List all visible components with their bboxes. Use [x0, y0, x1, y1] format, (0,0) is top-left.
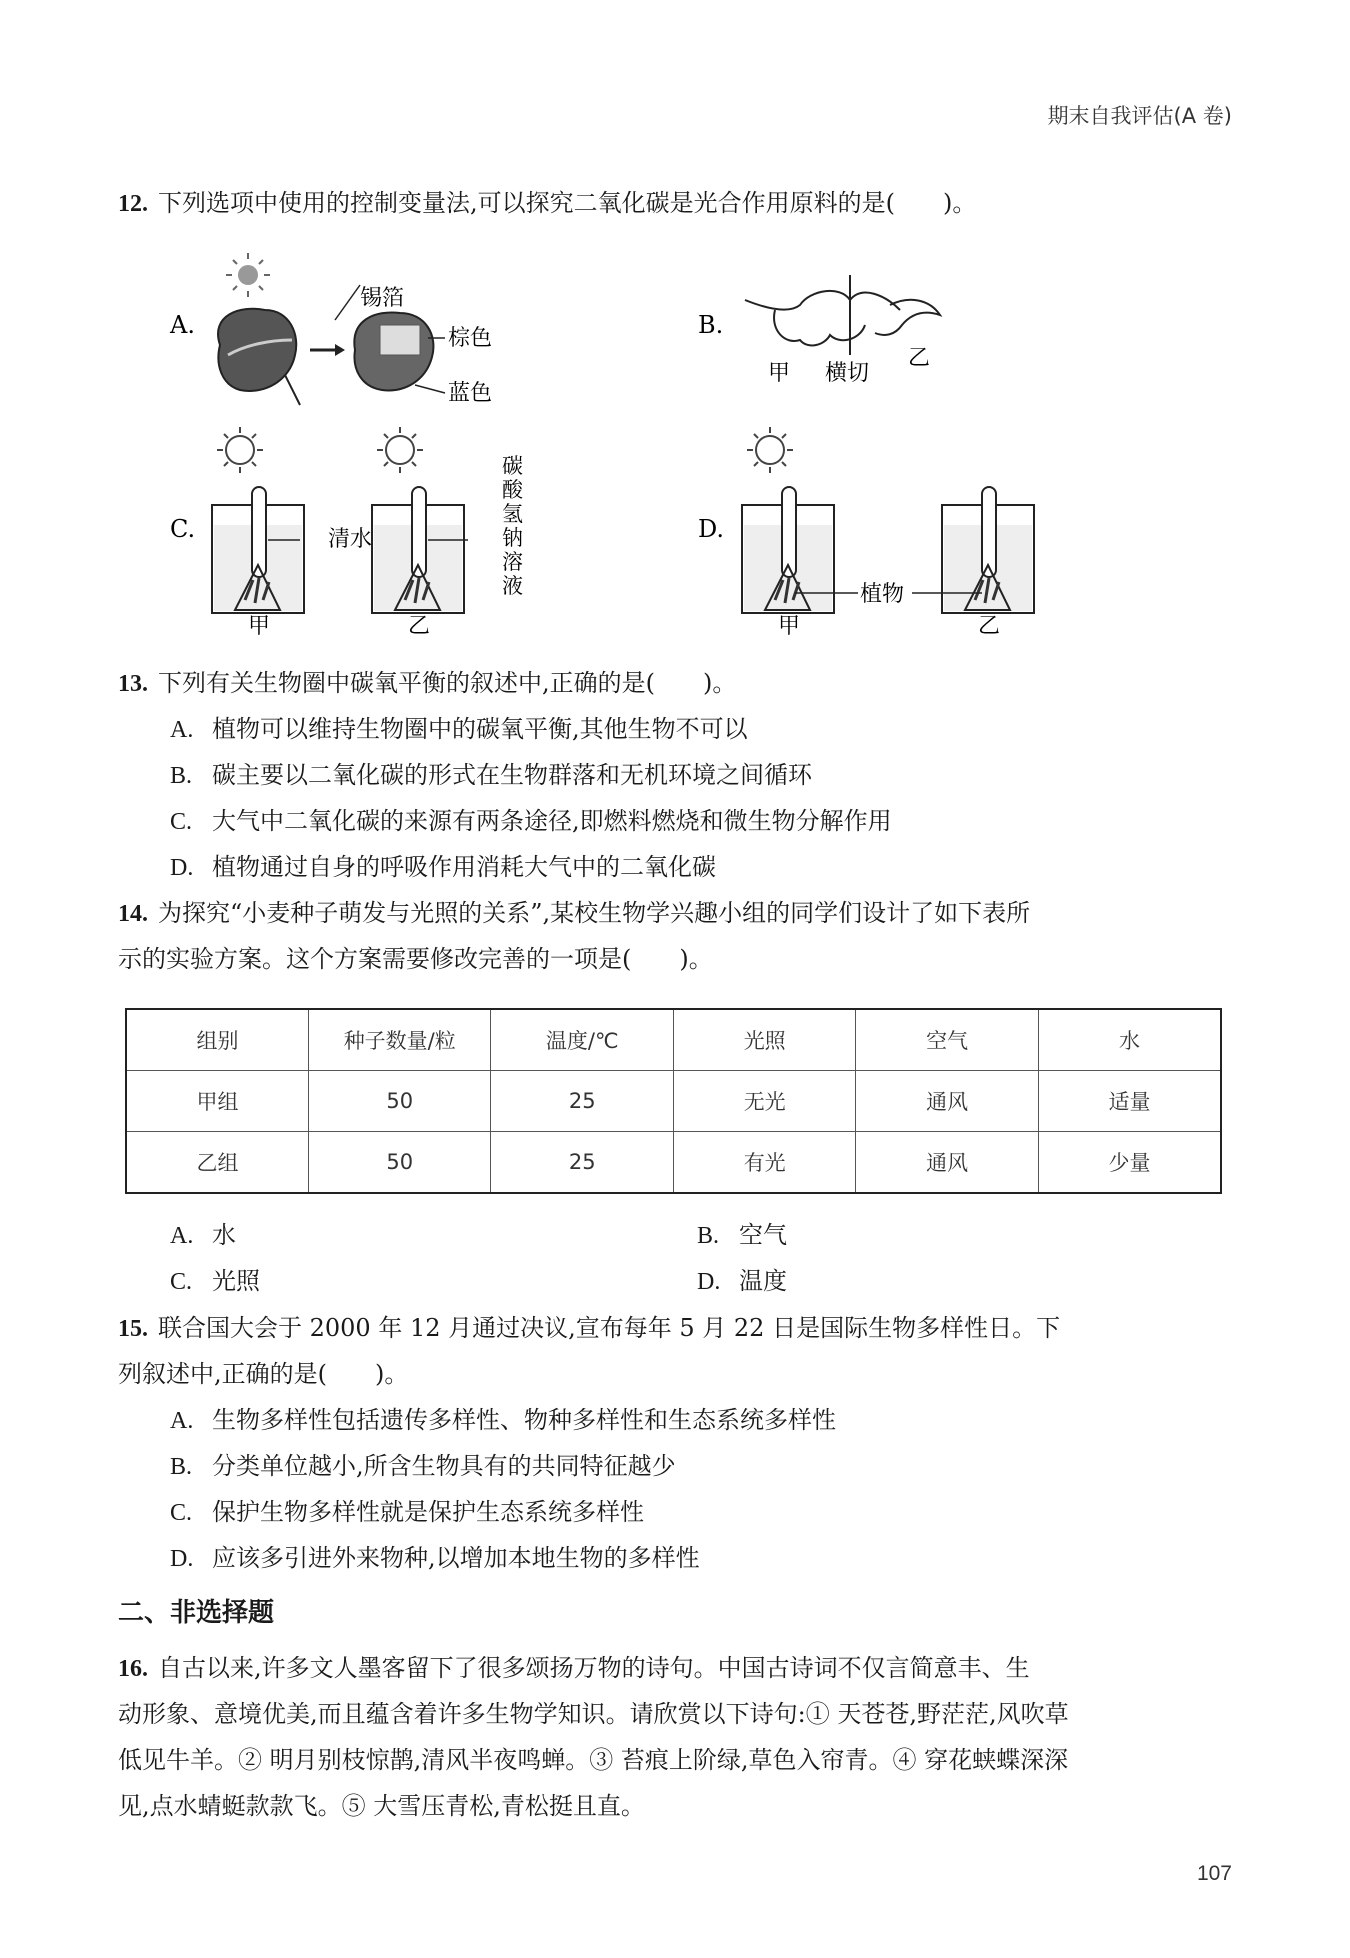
page-number: 107: [1196, 1862, 1232, 1885]
question-16: 16. 自古以来,许多文人墨客留下了很多颂扬万物的诗句。中国古诗词不仅言简意丰、生: [118, 1654, 1030, 1682]
option-a: A. 水: [170, 1221, 236, 1249]
question-number: 12.: [118, 191, 148, 217]
jia-label: 甲: [778, 614, 801, 635]
jia-label: 甲: [248, 614, 271, 635]
question-14-line-2: 示的实验方案。这个方案需要修改完善的一项是( )。: [118, 945, 713, 973]
option-d: D. 温度: [697, 1267, 787, 1295]
figure-c-label: C.: [170, 515, 196, 543]
question-15-line-2: 列叙述中,正确的是( )。: [118, 1360, 409, 1388]
figure-b: [690, 255, 990, 395]
leaf-before-icon: [218, 309, 300, 405]
leaf-outline-icon: [745, 291, 940, 346]
leaf-after-icon: [354, 312, 433, 390]
bicarb-char-1: 碳: [502, 454, 523, 478]
option-d: D. 应该多引进外来物种,以增加本地生物的多样性: [170, 1544, 700, 1572]
beaker-jia: [742, 487, 834, 613]
table-row: 乙组 50 25 有光 通风 少量: [126, 1132, 1221, 1194]
question-16-line-3: 低见牛羊。② 明月别枝惊鹊,清风半夜鸣蝉。③ 苔痕上阶绿,草色入帘青。④ 穿花蛱蝶深深: [118, 1746, 1069, 1774]
foil-label: 锡箔: [360, 286, 405, 311]
question-13: [118, 660, 1233, 707]
bicarb-char-4: 钠: [502, 526, 523, 550]
question-text-line-1: 联合国大会于 2000 年 12 月通过决议,宣布每年 5 月 22 日是国际生物多样性日。下: [158, 1314, 1061, 1342]
sun-icon: [377, 427, 423, 473]
section-heading: 二、非选择题: [118, 1598, 275, 1628]
beaker-yi: [372, 487, 464, 613]
beaker-yi: [942, 487, 1034, 613]
bicarb-char-2: 酸: [502, 478, 523, 502]
blue-label: 蓝色: [448, 381, 493, 406]
clear-water-label: 清水: [328, 527, 373, 552]
figure-a-label: A.: [170, 311, 195, 339]
sun-icon: [747, 427, 793, 473]
question-text-line-1: 为探究“小麦种子萌发与光照的关系”,某校生物学兴趣小组的同学们设计了如下表所: [158, 899, 1031, 927]
experiment-table: [125, 1008, 1222, 1194]
yi-label: 乙: [908, 346, 931, 371]
question-text: 下列选项中使用的控制变量法,可以探究二氧化碳是光合作用原料的是( )。: [158, 189, 977, 217]
cross-cut-label: 横切: [825, 361, 870, 386]
question-text: 下列有关生物圈中碳氧平衡的叙述中,正确的是( )。: [158, 669, 737, 697]
figure-a: [160, 245, 560, 415]
option-c: C. 保护生物多样性就是保护生态系统多样性: [170, 1498, 644, 1526]
figure-c: [160, 425, 560, 635]
yi-label: 乙: [978, 614, 1001, 635]
option-d: D. 植物通过自身的呼吸作用消耗大气中的二氧化碳: [170, 853, 716, 881]
bicarb-char-5: 溶: [502, 550, 523, 574]
question-16-line-4: 见,点水蜻蜓款款飞。⑤ 大雪压青松,青松挺且直。: [118, 1792, 645, 1820]
option-b: B. 碳主要以二氧化碳的形式在生物群落和无机环境之间循环: [170, 761, 812, 789]
option-a: A. 生物多样性包括遗传多样性、物种多样性和生态系统多样性: [170, 1406, 836, 1434]
sun-icon: [217, 427, 263, 473]
table-header-row: 组别 种子数量/粒 温度/℃ 光照 空气 水: [126, 1009, 1221, 1071]
question-number: 16.: [118, 1656, 148, 1682]
option-b: B. 空气: [697, 1221, 787, 1249]
question-number: 15.: [118, 1316, 148, 1342]
question-number: 13.: [118, 671, 148, 697]
page-header: 期末自我评估(A 卷): [1047, 104, 1232, 128]
plant-label: 植物: [860, 582, 905, 607]
question-15: [118, 1305, 1233, 1352]
option-c: C. 大气中二氧化碳的来源有两条途径,即燃料燃烧和微生物分解作用: [170, 807, 892, 835]
question-16-line-2: 动形象、意境优美,而且蕴含着许多生物学知识。请欣赏以下诗句:① 天苍苍,野茫茫,风吹草: [118, 1700, 1069, 1728]
brown-label: 棕色: [448, 326, 493, 351]
jia-label: 甲: [768, 361, 791, 386]
beaker-jia: [212, 487, 304, 613]
question-14: [118, 890, 1233, 937]
option-a: A. 植物可以维持生物圈中的碳氧平衡,其他生物不可以: [170, 715, 748, 743]
option-b: B. 分类单位越小,所含生物具有的共同特征越少: [170, 1452, 676, 1480]
bicarb-char-3: 氢: [502, 502, 523, 526]
table-row: 甲组 50 25 无光 通风 适量: [126, 1071, 1221, 1132]
figure-d-label: D.: [698, 515, 725, 543]
question-12: [118, 180, 1233, 227]
question-number: 14.: [118, 901, 148, 927]
option-c: C. 光照: [170, 1267, 260, 1295]
figure-b-label: B.: [698, 311, 724, 339]
yi-label: 乙: [408, 614, 431, 635]
sun-icon: [226, 253, 270, 297]
figure-d: [690, 425, 1070, 635]
bicarb-char-6: 液: [502, 574, 523, 598]
